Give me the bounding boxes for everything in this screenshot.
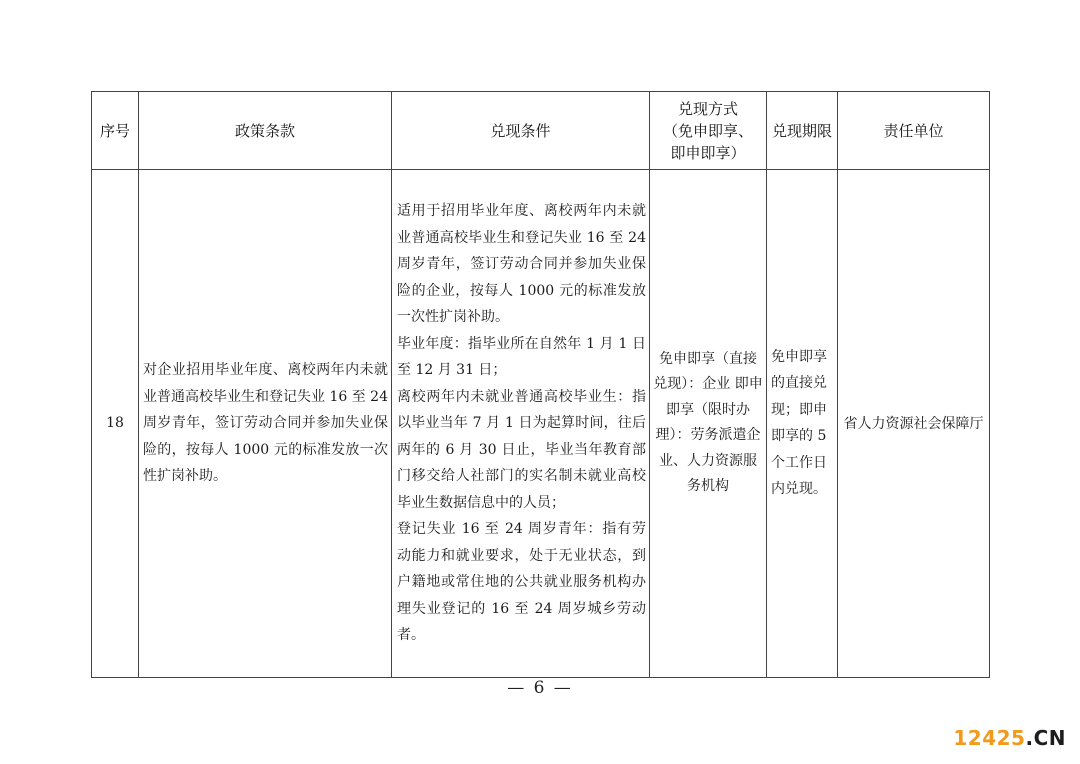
row-clause: 对企业招用毕业年度、离校两年内未就业普通高校毕业生和登记失业 16 至 24 周岁青年，签订劳动合同并参加失业保险的，按每人 1000 元的标准发放一次性扩岗补助。 [143, 362, 388, 484]
row-period: 免申即享的直接兑现；即申即享的 5 个工作日内兑现。 [771, 348, 827, 498]
condition-paragraph: 登记失业 16 至 24 周岁青年：指有劳动能力和就业要求，处于无业状态，到户籍地或常住地的公共就业服务机构办理失业登记的 16 至 24 周岁城乡劳动者。 [397, 521, 646, 643]
condition-paragraph: 毕业年度：指毕业所在自然年 1 月 1 日至 12 月 31 日； [397, 335, 646, 378]
policy-table [91, 91, 990, 678]
header-period: 兑现期限 [767, 92, 838, 170]
row-method: 免申即享（直接兑现）：企业 即申即享（限时办理）：劳务派遣企业、人力资源服务机构 [653, 350, 763, 495]
table-row [92, 170, 990, 678]
header-method [650, 92, 767, 170]
row-method-cell [650, 170, 767, 678]
header-condition: 兑现条件 [392, 92, 650, 170]
site-watermark [953, 726, 1066, 750]
watermark-number: 12425 [953, 726, 1026, 750]
table-header-row [92, 92, 990, 170]
page-number: — 6 — [507, 678, 573, 698]
row-seq: 18 [92, 170, 139, 678]
condition-paragraph: 适用于招用毕业年度、离校两年内未就业普通高校毕业生和登记失业 16 至 24 周岁青年，签订劳动合同并参加失业保险的企业，按每人 1000 元的标准发放一次性扩岗补助。 [397, 203, 646, 325]
row-unit: 省人力资源社会保障厅 [838, 170, 990, 678]
header-method-line3: 即申即享） [670, 143, 746, 162]
condition-paragraph: 离校两年内未就业普通高校毕业生：指以毕业当年 7 月 1 日为起算时间，往后两年的 6 月 30 日止，毕业当年教育部门移交给人社部门的实名制未就业高校毕业生数据信息中的人员； [397, 388, 646, 511]
watermark-tld: .CN [1025, 726, 1066, 750]
row-condition [392, 170, 649, 677]
header-method-line2: （免申即享、 [662, 121, 753, 140]
row-condition-cell [392, 170, 650, 678]
row-clause-cell [139, 170, 392, 678]
row-period-cell [767, 170, 838, 678]
header-method-line1: 兑现方式 [677, 99, 738, 118]
header-clause: 政策条款 [139, 92, 392, 170]
header-seq: 序号 [92, 92, 139, 170]
header-unit: 责任单位 [838, 92, 990, 170]
